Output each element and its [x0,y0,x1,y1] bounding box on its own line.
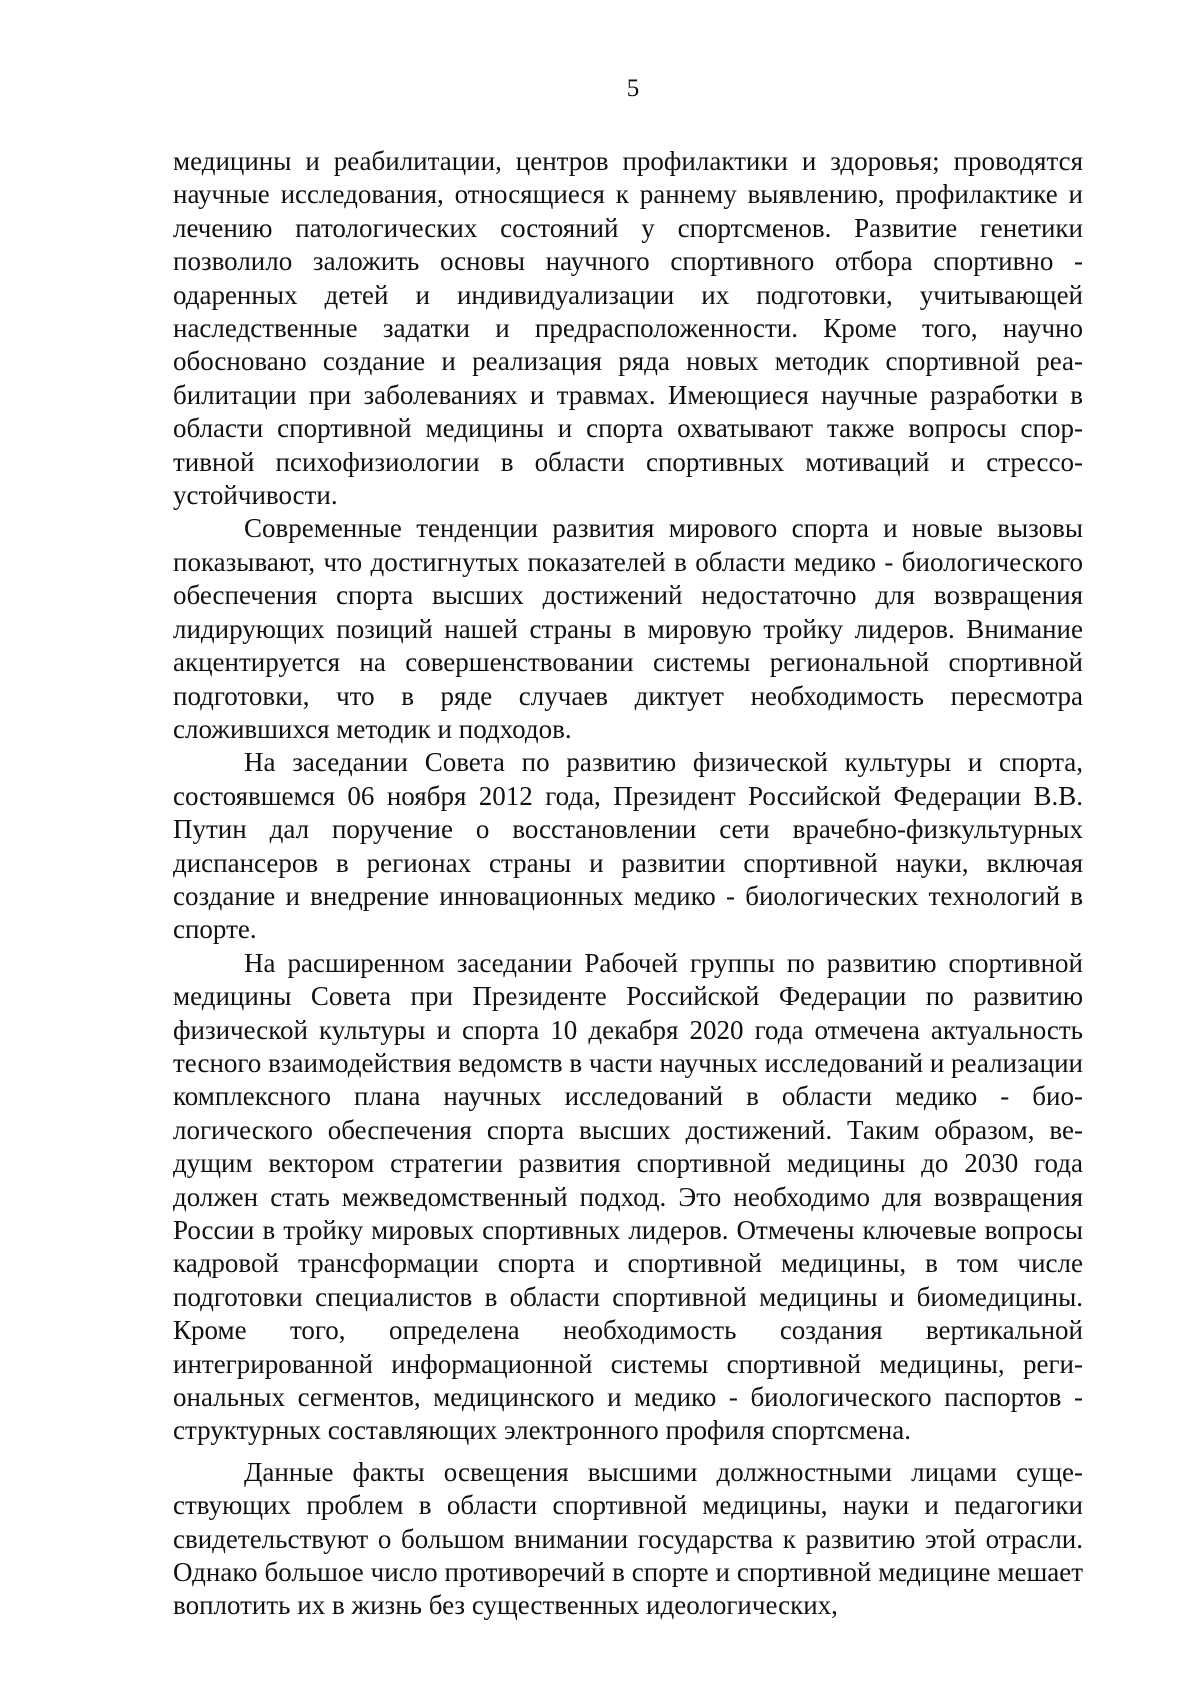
paragraph-3: На заседании Совета по развитию физической культуры и спорта, состоявшемся 06 ноября 2012 года, Президент Российской Федерации В.В. Путин дал поручение о восстановлении сети врачебно-физкультурных диспансеров в регионах страны и развитии спортивной науки, включая создание и внедрение инновационных медико - биологических технологий в спорте. [173,747,1083,945]
body-text [173,145,1083,1623]
paragraph-4: На расширенном заседании Рабочей группы по развитию спортивной медицины Совета при Президенте Российской Федерации по развитию физической культуры и спорта 10 декабря 2020 года отмечена актуальность тесного взаимодействия ведомств в части научных исследований и реализации комплексного плана научных исследований в области медико - биологического обеспечения спорта высших достижений. Таким образом, ведущим вектором стратегии развития спортивной медицины до 2030 года должен стать межведомственный подход. Это необходимо для возвращения России в тройку мировых спортивных лидеров. Отмечены ключевые вопросы кадровой трансформации спорта и спортивной медицины, в том числе подготовки специалистов в области спортивной медицины и биомедицины. Кроме того, определена необходимость создания вертикальной интегрированной информационной системы спортивной медицины, региональных сегментов, медицинского и медико - биологического паспортов - структурных составляющих электронного профиля спортсмена. [173,947,1083,1446]
page-number: 5 [626,75,640,102]
paragraph-2: Современные тенденции развития мирового спорта и новые вызовы показывают, что достигнутых показателей в области медико - биологического обеспечения спорта высших достижений недостаточно для возвращения лидирующих позиций нашей страны в мировую тройку лидеров. Внимание акцентируется на совершенствовании системы региональной спортивной подготовки, что в ряде случаев диктует необходимость пересмотра сложившихся методик и подходов. [173,513,1083,744]
paragraph-1: медицины и реабилитации, центров профилактики и здоровья; проводятся научные исследования, относящиеся к раннему выявлению, профилактике и лечению патологических состояний у спортсменов. Развитие генетики позволило заложить основы научного спортивного отбора спортивно - одаренных детей и индивидуализации их подготовки, учитывающей наследственные задатки и предрасположенности. Кроме того, научно обосновано создание и реализация ряда новых методик спортивной реабилитации при заболеваниях и травмах. Имеющиеся научные разработки в области спортивной медицины и спорта охватывают также вопросы спортивной психофизиологии в области спортивных мотиваций и стрессоустойчивости. [173,146,1083,511]
paragraph-5: Данные факты освещения высшими должностными лицами существующих проблем в области спортивной медицины, науки и педагогики свидетельствуют о большом внимании государства к развитию этой отрасли. Однако большое число противоречий в спорте и спортивной медицине мешает воплотить их в жизнь без существенных идеологических, [173,1456,1083,1621]
